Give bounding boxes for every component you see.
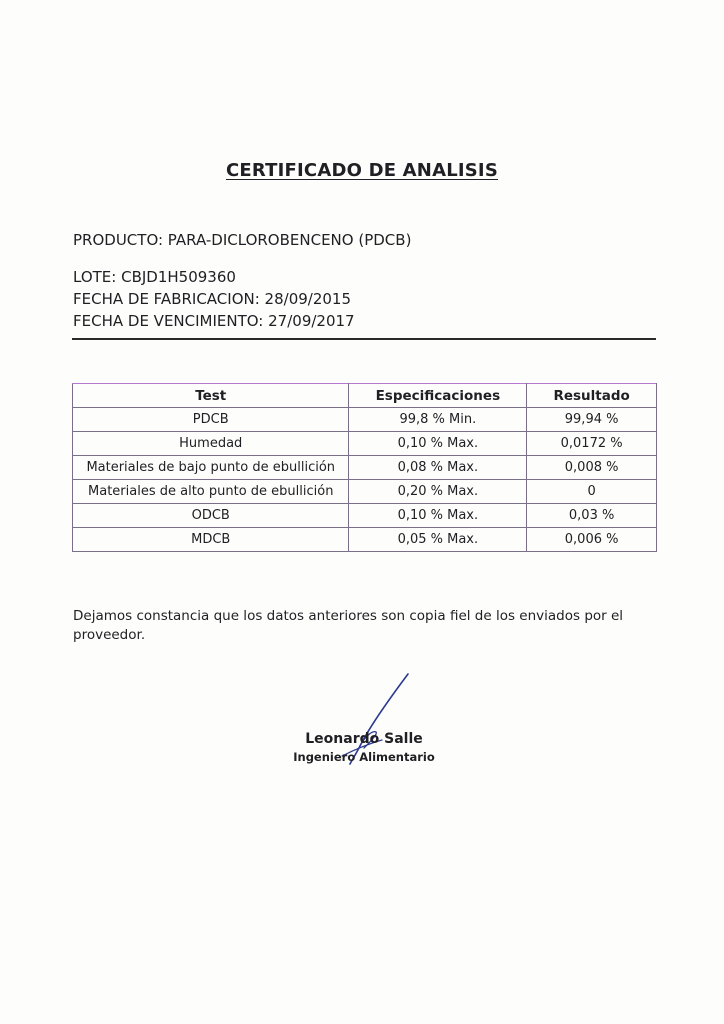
cell-specification: 0,10 % Max. (349, 432, 527, 456)
header-result: Resultado (527, 384, 657, 408)
cell-specification: 99,8 % Min. (349, 408, 527, 432)
cell-result: 0,0172 % (527, 432, 657, 456)
header-divider (72, 338, 656, 340)
table-header-row (73, 384, 657, 408)
cell-result: 0,008 % (527, 456, 657, 480)
cell-test: MDCB (73, 528, 349, 552)
cell-test: ODCB (73, 504, 349, 528)
signer-role: Ingeniero Alimentario (293, 750, 435, 764)
cell-result: 99,94 % (527, 408, 657, 432)
cell-test: Materiales de bajo punto de ebullición (73, 456, 349, 480)
cell-result: 0 (527, 480, 657, 504)
cell-test: Materiales de alto punto de ebullición (73, 480, 349, 504)
header-specifications: Especificaciones (349, 384, 527, 408)
cell-specification: 0,05 % Max. (349, 528, 527, 552)
table-row (73, 408, 657, 432)
table-row (73, 456, 657, 480)
table-row (73, 528, 657, 552)
document-title: CERTIFICADO DE ANALISIS (226, 160, 498, 181)
signer-name: Leonardo Salle (305, 731, 423, 747)
table-row (73, 480, 657, 504)
product-line: PRODUCTO: PARA-DICLOROBENCENO (PDCB) (73, 231, 412, 249)
cell-specification: 0,10 % Max. (349, 504, 527, 528)
cell-specification: 0,20 % Max. (349, 480, 527, 504)
analysis-table (72, 383, 657, 552)
table-row (73, 432, 657, 456)
conformity-statement: Dejamos constancia que los datos anteriores son copia fiel de los enviados por el proveedor. (73, 608, 624, 643)
header-test: Test (73, 384, 349, 408)
cell-specification: 0,08 % Max. (349, 456, 527, 480)
cell-result: 0,006 % (527, 528, 657, 552)
cell-result: 0,03 % (527, 504, 657, 528)
table-row (73, 504, 657, 528)
manufacture-date-line: FECHA DE FABRICACION: 28/09/2015 (73, 290, 352, 308)
cell-test: PDCB (73, 408, 349, 432)
expiry-date-line: FECHA DE VENCIMIENTO: 27/09/2017 (73, 312, 355, 330)
cell-test: Humedad (73, 432, 349, 456)
lot-line: LOTE: CBJD1H509360 (73, 268, 236, 286)
